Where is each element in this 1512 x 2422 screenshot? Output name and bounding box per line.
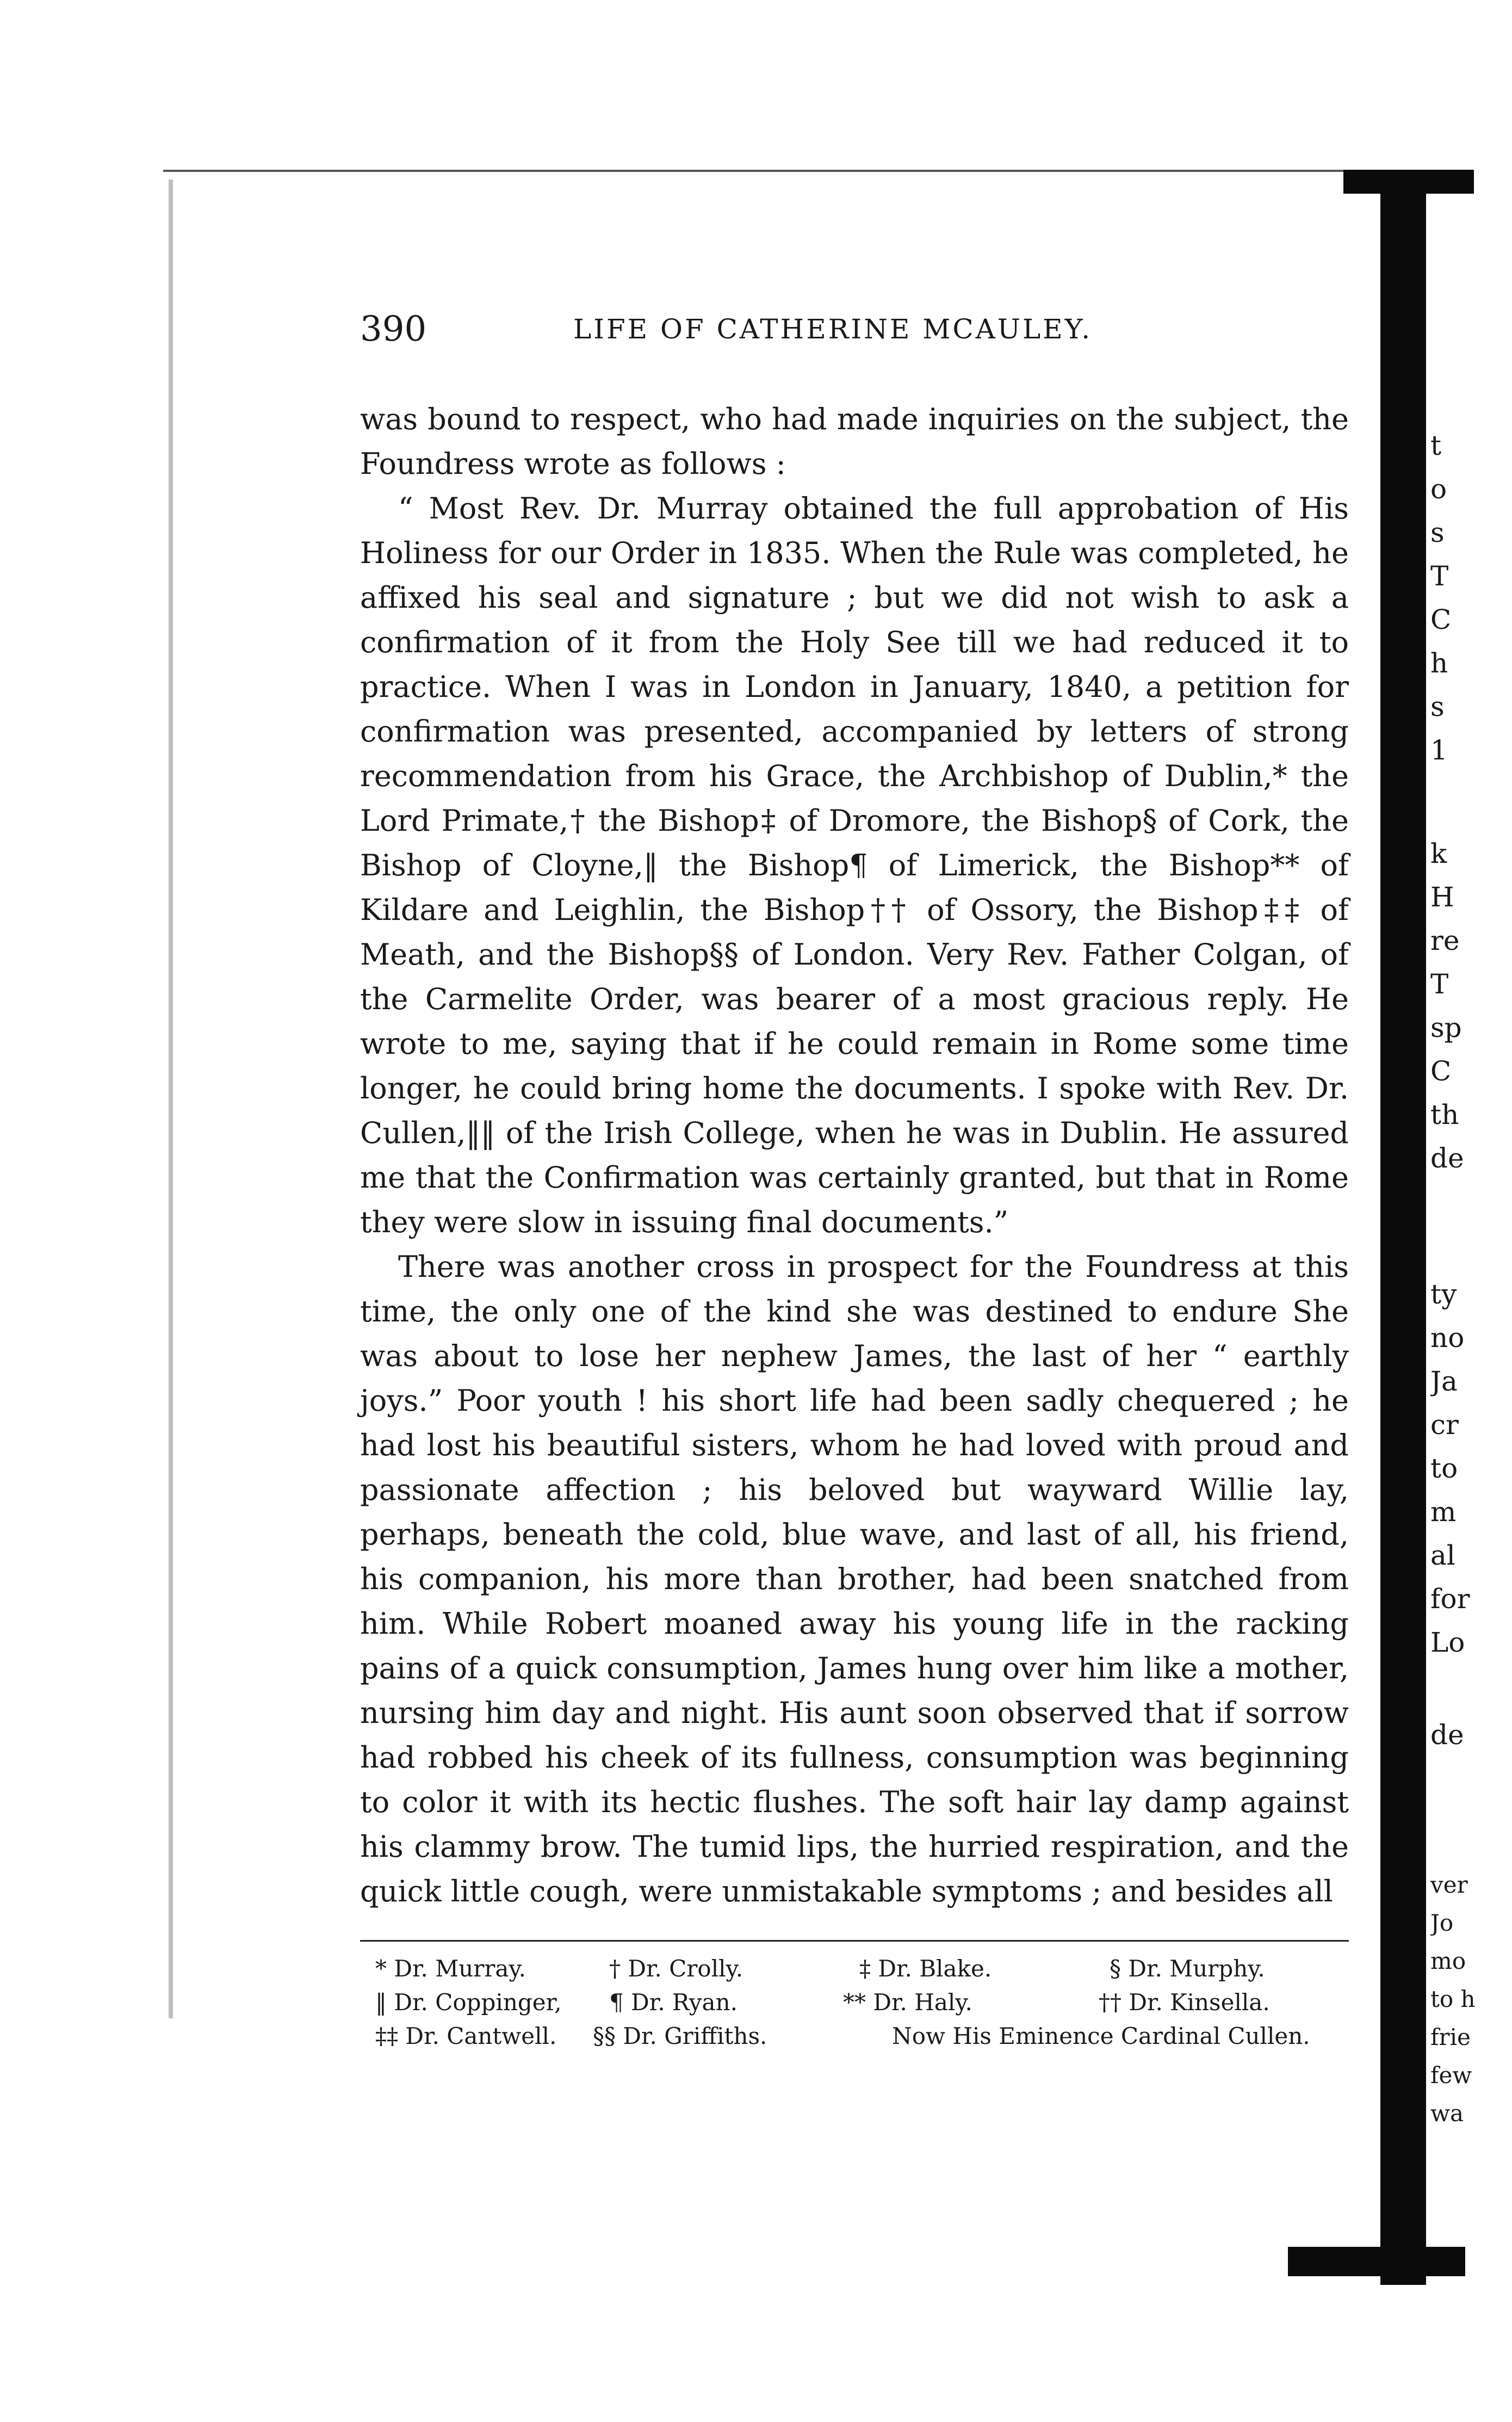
fragment-text: mo: [1430, 1948, 1466, 1974]
fragment-text: re: [1430, 925, 1460, 956]
running-header: [360, 309, 1349, 358]
footnote: ‡‡ Dr. Cantwell.: [375, 2023, 557, 2049]
body-text: [360, 397, 1349, 1914]
footnote: ‖ Dr. Coppinger,: [375, 1989, 562, 2016]
fragment-text: al: [1430, 1540, 1455, 1571]
footnote-row: [375, 1952, 1349, 1986]
footnote-divider: [360, 1940, 1349, 1942]
fragment-text: de: [1430, 1142, 1464, 1174]
fragment-text: ver: [1430, 1871, 1468, 1898]
fragment-text: for: [1430, 1583, 1470, 1615]
fragment-text: ty: [1430, 1278, 1457, 1310]
top-edge-rule: [163, 170, 1474, 172]
footnote: ‡ Dr. Blake.: [859, 1955, 992, 1982]
fragment-text: T: [1430, 968, 1449, 1000]
paragraph-continuation: was bound to respect, who had made inquiries on the subject, the Foundress wrote as follows :: [360, 402, 1349, 481]
fragment-text: no: [1430, 1322, 1465, 1354]
footnote: § Dr. Murphy.: [1110, 1955, 1265, 1982]
paragraph-quotation: “ Most Rev. Dr. Murray obtained the full approbation of His Holiness for our Order in 1835. When the Rule was completed, he affixed his seal and signature ; but we did not wish to ask a confirmation of it from the Holy See till we had reduced it to practice. When I was in London in January, 1840, a petition for confirmation was presented, accompanied by letters of strong recommendation from his Grace, the Archbishop of Dublin,* the Lord Primate,† the Bishop‡ of Dromore, the Bishop§ of Cork, the Bishop of Cloyne,‖ the Bishop¶ of Limerick, the Bishop** of Kildare and Leighlin, the Bishop†† of Ossory, the Bishop‡‡ of Meath, and the Bishop§§ of London. Very Rev. Father Colgan, of the Carmelite Order, was bearer of a most gracious reply. He wrote to me, saying that if he could remain in Rome some time longer, he could bring home the documents. I spoke with Rev. Dr. Cullen,‖‖ of the Irish College, when he was in Dublin. He assured me that the Confirmation was certainly granted, but that in Rome they were slow in issuing final documents.”: [360, 491, 1349, 1239]
fragment-text: s: [1430, 691, 1445, 722]
fragment-text: Lo: [1430, 1627, 1465, 1658]
binding-shadow: [1380, 174, 1426, 2285]
footnote: † Dr. Crolly.: [609, 1955, 743, 1982]
fragment-text: to: [1430, 1453, 1458, 1484]
fragment-text: sp: [1430, 1012, 1462, 1043]
fragment-text: few: [1430, 2062, 1472, 2089]
fragment-text: H: [1430, 881, 1454, 913]
footnote: ¶ Dr. Ryan.: [609, 1989, 738, 2016]
fragment-text: m: [1430, 1496, 1457, 1528]
footnote: * Dr. Murray.: [375, 1955, 526, 1982]
footnotes: [375, 1952, 1349, 2053]
fragment-text: to h: [1430, 1986, 1476, 2012]
running-title: LIFE OF CATHERINE MCAULEY.: [573, 313, 1093, 345]
footnote: Now His Eminence Cardinal Cullen.: [892, 2023, 1310, 2049]
footnote: ** Dr. Haly.: [843, 1989, 972, 2016]
footnote-row: [375, 2019, 1349, 2053]
fragment-text: k: [1430, 838, 1447, 869]
paragraph-narrative: There was another cross in prospect for the Foundress at this time, the only one of the kind she was destined to endure She was about to lose her nephew James, the last of her “ earthly joys.” Poor youth ! his short life had been sadly chequered ; he had lost his beautiful sisters, whom he had loved with proud and passionate affection ; his beloved but wayward Willie lay, perhaps, beneath the cold, blue wave, and last of all, his friend, his companion, his more than brother, had been snatched from him. While Robert moaned away his young life in the racking pains of a quick consumption, James hung over him like a mother, nursing him day and night. His aunt soon observed that if sorrow had robbed his cheek of its fullness, consumption was beginning to color it with its hectic flushes. The soft hair lay damp against his clammy brow. The tumid lips, the hurried respiration, and the quick little cough, were unmistakable symptoms ; and besides all: [360, 1250, 1349, 1908]
fragment-text: T: [1430, 560, 1449, 592]
fragment-text: Ja: [1430, 1366, 1458, 1397]
page-number: 390: [360, 309, 427, 349]
footnote-row: [375, 1986, 1349, 2019]
fragment-text: t: [1430, 430, 1442, 461]
fragment-text: h: [1430, 647, 1448, 679]
fragment-text: th: [1430, 1099, 1459, 1130]
fragment-text: frie: [1430, 2024, 1471, 2050]
footnote: §§ Dr. Griffiths.: [593, 2023, 767, 2049]
fragment-text: cr: [1430, 1409, 1459, 1441]
fragment-text: C: [1430, 604, 1452, 635]
adjacent-page-fragments: [1430, 0, 1512, 2422]
fragment-text: Jo: [1430, 1910, 1454, 1936]
footnote: †† Dr. Kinsella.: [1099, 1989, 1270, 2016]
fragment-text: s: [1430, 517, 1445, 548]
fragment-text: 1: [1430, 734, 1448, 766]
fragment-text: o: [1430, 473, 1447, 505]
fragment-text: de: [1430, 1719, 1464, 1751]
fragment-text: C: [1430, 1055, 1452, 1087]
left-margin-shadow: [169, 180, 173, 2018]
fragment-text: wa: [1430, 2100, 1464, 2127]
